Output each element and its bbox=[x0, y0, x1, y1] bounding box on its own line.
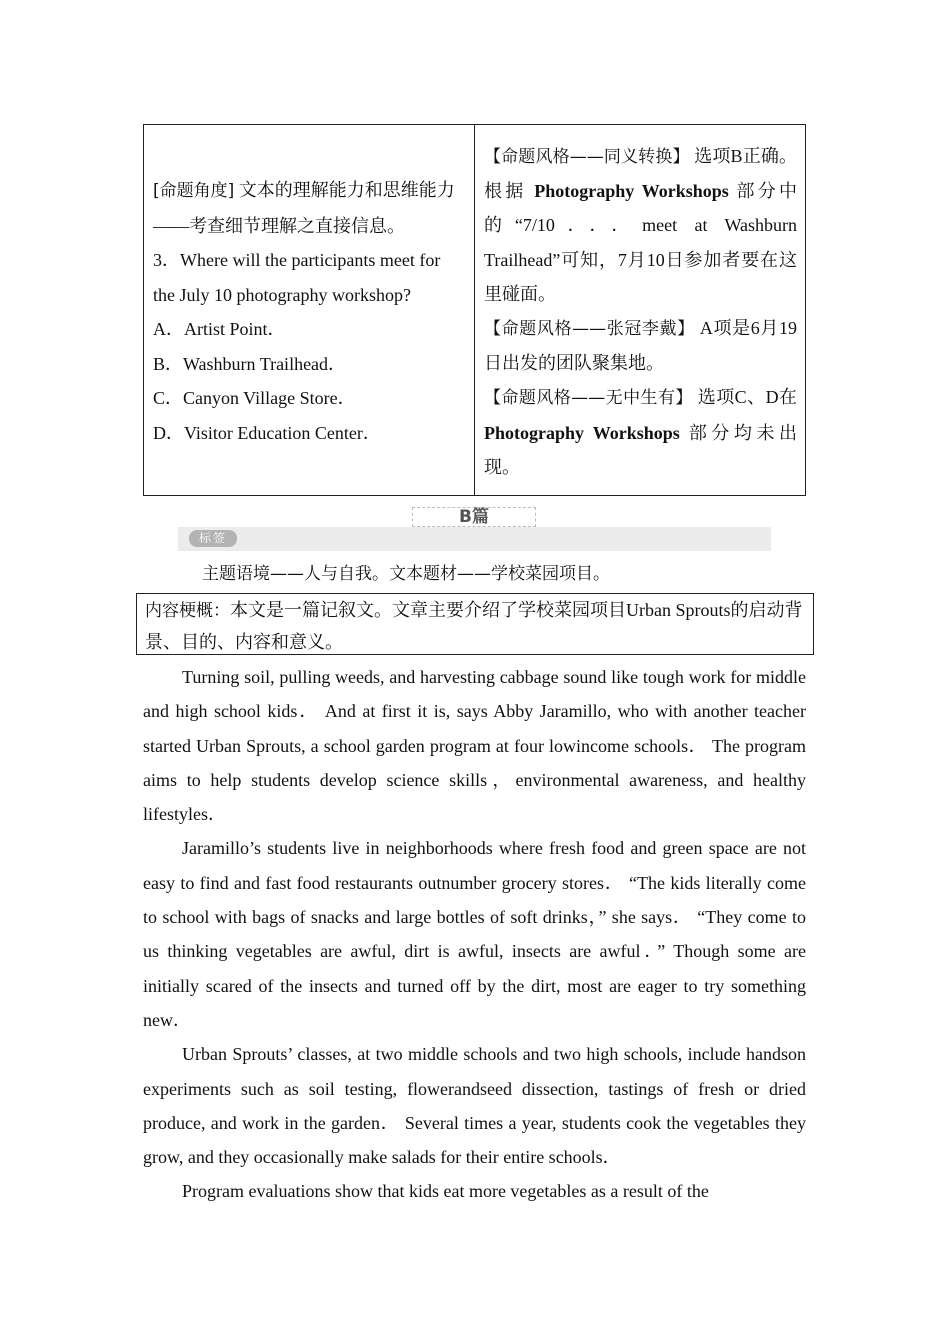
passage-paragraph-2: Jaramillo’s students live in neighborhoods where fresh food and green space are not easy to find and fast food restaurants outnumber grocery stores． “The kids literally come to school with bags of snacks and large bottles of soft drinks，” she says． “They come to us thinking vegetables are awful, dirt is awful, insects are awful．” Though some are initially scared of the insects and turned off by the dirt, most are eager to try something new． bbox=[143, 838, 806, 1030]
section-banner bbox=[178, 498, 771, 552]
section-title-text: B篇 bbox=[459, 507, 489, 527]
analysis-1-pre: 选项B正确。根据 bbox=[484, 146, 798, 202]
summary-label: 内容梗概： bbox=[145, 601, 230, 621]
tag-strip bbox=[178, 527, 771, 551]
analysis-3-post: 部分均未出现。 bbox=[484, 422, 798, 477]
option-a: A．Artist Point． bbox=[153, 319, 286, 339]
section-title bbox=[412, 507, 536, 527]
option-b: B．Washburn Trailhead． bbox=[153, 353, 347, 374]
option-d: D．Visitor Education Center． bbox=[153, 422, 381, 443]
passage-paragraph-4: Program evaluations show that kids eat more vegetables as a result of the bbox=[182, 1181, 709, 1202]
passage bbox=[143, 660, 806, 1209]
analysis-3-label: 【命题风格——无中生有】 bbox=[484, 388, 693, 409]
theme-line: 主题语境——人与自我。文本题材——学校菜园项目。 bbox=[202, 564, 610, 584]
analysis-cell bbox=[475, 125, 805, 495]
analysis-paragraph-3 bbox=[484, 380, 797, 484]
analysis-3-bold: Photography Workshops bbox=[484, 422, 680, 443]
summary-text: 本文是一篇记叙文。文章主要介绍了学校菜园项目Urban Sprouts的启动背景、目的、内容和意义。 bbox=[145, 600, 803, 652]
angle-label: [命题角度] bbox=[153, 181, 235, 201]
angle-text: 文本的理解能力和思维能力——考查细节理解之直接信息。 bbox=[153, 180, 455, 236]
analysis-1-bold: Photography Workshops bbox=[534, 181, 729, 202]
analysis-3-pre: 选项C、D在 bbox=[697, 387, 798, 408]
tag-pill: 标签 bbox=[189, 530, 237, 547]
analysis-2-text: A项是6月19日出发的团队聚集地。 bbox=[484, 318, 798, 374]
analysis-paragraph-1 bbox=[484, 139, 797, 311]
question-table bbox=[143, 124, 806, 496]
option-c: C．Canyon Village Store． bbox=[153, 388, 356, 408]
analysis-2-label: 【命题风格——张冠李戴】 bbox=[484, 319, 695, 340]
analysis-1-label: 【命题风格——同义转换】 bbox=[484, 147, 690, 167]
summary-box bbox=[136, 593, 814, 655]
question-cell bbox=[144, 125, 475, 495]
question-text: 3．Where will the participants meet for the July 10 photography workshop? bbox=[153, 250, 441, 305]
analysis-1-post: 部分中的“7/10．．．meet at Washburn Trailhead”可知，7月10日参加者要在这里碰面。 bbox=[484, 181, 798, 304]
passage-paragraph-1: Turning soil, pulling weeds, and harvesting cabbage sound like tough work for middle and high school kids． And at first it is, says Abby Jaramillo, who with another teacher started Urban Sprouts, a school garden program at four lowincome schools． The program aims to help students develop science skills，environmental awareness, and healthy lifestyles． bbox=[143, 667, 806, 825]
passage-paragraph-3: Urban Sprouts’ classes, at two middle schools and two high schools, include handson experiments such as soil testing, flowerandseed dissection, tastings of fresh or dried produce, and work in the garden． Several times a year, students cook the vegetables they grow, and they occasionally make salads for their entire schools． bbox=[143, 1044, 806, 1168]
analysis-paragraph-2 bbox=[484, 311, 797, 380]
